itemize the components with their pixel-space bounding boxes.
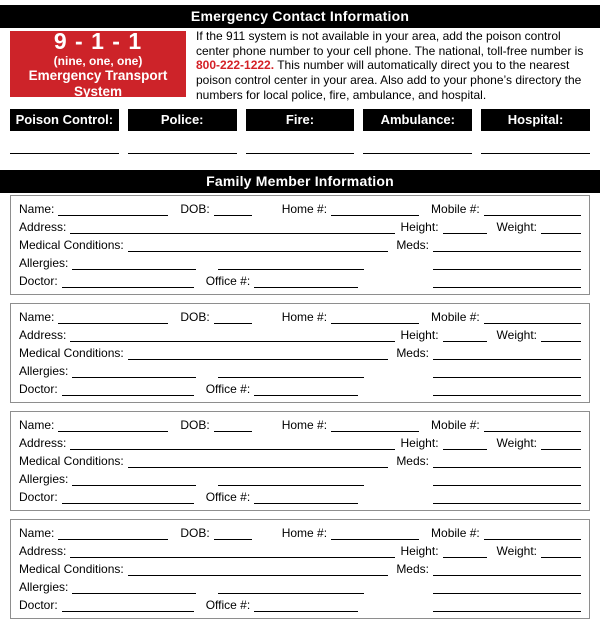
medical-conditions-label: Medical Conditions: <box>19 345 124 360</box>
home-phone-blank <box>331 529 419 540</box>
member-row-allergies <box>19 470 581 488</box>
page-title: Emergency Contact Information <box>0 5 600 28</box>
family-sections <box>0 195 600 619</box>
call-911-caption: Emergency Transport System <box>28 68 168 99</box>
dob-blank <box>214 421 252 432</box>
family-member-section <box>10 195 590 295</box>
member-row-address <box>19 542 581 560</box>
height-blank <box>443 547 487 558</box>
height-label: Height: <box>400 219 439 234</box>
weight-blank <box>541 223 581 234</box>
member-row-allergies <box>19 362 581 380</box>
height-blank <box>443 331 487 342</box>
member-row-address <box>19 434 581 452</box>
home-phone-label: Home #: <box>281 309 328 324</box>
home-phone-blank <box>331 205 419 216</box>
mobile-phone-label: Mobile #: <box>431 201 480 216</box>
member-row-address <box>19 326 581 344</box>
contact-label-box: Ambulance: <box>363 109 472 131</box>
address-label: Address: <box>19 327 67 342</box>
medical-conditions-blank <box>128 349 389 360</box>
meds-blank <box>433 349 581 360</box>
call-911-subtitle: (nine, one, one) <box>53 54 143 68</box>
office-phone-label: Office #: <box>205 381 251 396</box>
meds-label: Meds: <box>396 453 429 468</box>
allergies-label: Allergies: <box>19 363 69 378</box>
meds-blank <box>433 241 581 252</box>
name-blank <box>58 313 168 324</box>
member-row-allergies <box>19 578 581 596</box>
member-row-address <box>19 218 581 236</box>
allergies-blank <box>72 583 196 594</box>
intro-text-after: This number will automatically direct you to the nearest poison control center in your area. Also add to your phone’s directory the numbers for local police, fire, ambulance, and hospital. <box>196 58 582 102</box>
member-row-name <box>19 416 581 434</box>
weight-blank <box>541 439 581 450</box>
height-label: Height: <box>400 435 439 450</box>
contacts-row <box>10 109 590 131</box>
office-phone-label: Office #: <box>205 597 251 612</box>
member-row-name <box>19 200 581 218</box>
member-row-medical <box>19 452 581 470</box>
height-blank <box>443 223 487 234</box>
weight-label: Weight: <box>496 327 537 342</box>
meds-continued-blank <box>433 583 581 594</box>
office-phone-blank <box>254 601 358 612</box>
contact-number-blank <box>246 152 355 154</box>
allergies-label: Allergies: <box>19 255 69 270</box>
weight-label: Weight: <box>496 435 537 450</box>
height-label: Height: <box>400 543 439 558</box>
weight-blank <box>541 331 581 342</box>
meds-label: Meds: <box>396 345 429 360</box>
office-phone-blank <box>254 385 358 396</box>
doctor-label: Doctor: <box>19 273 58 288</box>
contact-number-blank <box>10 152 119 154</box>
mobile-phone-blank <box>484 529 581 540</box>
address-label: Address: <box>19 435 67 450</box>
doctor-blank <box>62 601 194 612</box>
meds-blank <box>433 457 581 468</box>
home-phone-label: Home #: <box>281 201 328 216</box>
member-row-medical <box>19 560 581 578</box>
allergies-continued-blank <box>218 583 364 594</box>
height-label: Height: <box>400 327 439 342</box>
allergies-blank <box>72 367 196 378</box>
member-row-doctor <box>19 380 581 398</box>
dob-label: DOB: <box>180 525 210 540</box>
medical-conditions-label: Medical Conditions: <box>19 453 124 468</box>
office-phone-label: Office #: <box>205 273 251 288</box>
office-phone-blank <box>254 493 358 504</box>
address-label: Address: <box>19 543 67 558</box>
contact-label-box: Police: <box>128 109 237 131</box>
family-section-title: Family Member Information <box>0 170 600 193</box>
doctor-label: Doctor: <box>19 489 58 504</box>
allergies-blank <box>72 475 196 486</box>
allergies-continued-blank <box>218 475 364 486</box>
member-row-medical <box>19 236 581 254</box>
address-label: Address: <box>19 219 67 234</box>
dob-label: DOB: <box>180 309 210 324</box>
meds-continued-blank-2 <box>433 601 581 612</box>
address-blank <box>70 223 394 234</box>
allergies-blank <box>72 259 196 270</box>
height-blank <box>443 439 487 450</box>
member-row-doctor <box>19 272 581 290</box>
name-blank <box>58 421 168 432</box>
medical-conditions-label: Medical Conditions: <box>19 561 124 576</box>
doctor-blank <box>62 277 194 288</box>
home-phone-blank <box>331 313 419 324</box>
allergies-label: Allergies: <box>19 579 69 594</box>
home-phone-blank <box>331 421 419 432</box>
member-row-allergies <box>19 254 581 272</box>
contact-label-box: Hospital: <box>481 109 590 131</box>
name-label: Name: <box>19 525 55 540</box>
mobile-phone-blank <box>484 421 581 432</box>
dob-blank <box>214 313 252 324</box>
member-row-name <box>19 308 581 326</box>
family-member-section <box>10 519 590 619</box>
name-label: Name: <box>19 201 55 216</box>
dob-label: DOB: <box>180 417 210 432</box>
name-blank <box>58 529 168 540</box>
weight-label: Weight: <box>496 219 537 234</box>
mobile-phone-blank <box>484 313 581 324</box>
meds-label: Meds: <box>396 561 429 576</box>
dob-label: DOB: <box>180 201 210 216</box>
address-blank <box>70 547 394 558</box>
meds-continued-blank-2 <box>433 493 581 504</box>
meds-label: Meds: <box>396 237 429 252</box>
member-row-doctor <box>19 596 581 614</box>
weight-blank <box>541 547 581 558</box>
family-member-section <box>10 411 590 511</box>
member-row-name <box>19 524 581 542</box>
medical-conditions-blank <box>128 457 389 468</box>
meds-continued-blank-2 <box>433 277 581 288</box>
call-911-box <box>10 28 186 99</box>
dob-blank <box>214 529 252 540</box>
mobile-phone-label: Mobile #: <box>431 525 480 540</box>
intro-text-before: If the 911 system is not available in your area, add the poison control center phone number to your cell phone. The national, toll-free number is <box>196 29 584 58</box>
meds-continued-blank <box>433 259 581 270</box>
intro-row <box>0 28 600 103</box>
address-blank <box>70 331 394 342</box>
contacts-underline-row <box>10 152 590 154</box>
intro-paragraph <box>196 29 590 103</box>
medical-conditions-blank <box>128 565 389 576</box>
weight-label: Weight: <box>496 543 537 558</box>
office-phone-label: Office #: <box>205 489 251 504</box>
medical-conditions-label: Medical Conditions: <box>19 237 124 252</box>
contact-label-box: Poison Control: <box>10 109 119 131</box>
doctor-label: Doctor: <box>19 381 58 396</box>
contact-label-box: Fire: <box>246 109 355 131</box>
meds-continued-blank <box>433 475 581 486</box>
member-row-medical <box>19 344 581 362</box>
contact-number-blank <box>363 152 472 154</box>
mobile-phone-blank <box>484 205 581 216</box>
medical-conditions-blank <box>128 241 389 252</box>
mobile-phone-label: Mobile #: <box>431 417 480 432</box>
name-blank <box>58 205 168 216</box>
contact-number-blank <box>128 152 237 154</box>
allergies-label: Allergies: <box>19 471 69 486</box>
name-label: Name: <box>19 417 55 432</box>
doctor-blank <box>62 493 194 504</box>
address-blank <box>70 439 394 450</box>
call-911-number: 9 - 1 - 1 <box>53 28 143 54</box>
meds-blank <box>433 565 581 576</box>
office-phone-blank <box>254 277 358 288</box>
contact-number-blank <box>481 152 590 154</box>
doctor-blank <box>62 385 194 396</box>
home-phone-label: Home #: <box>281 417 328 432</box>
family-member-section <box>10 303 590 403</box>
allergies-continued-blank <box>218 259 364 270</box>
dob-blank <box>214 205 252 216</box>
meds-continued-blank-2 <box>433 385 581 396</box>
mobile-phone-label: Mobile #: <box>431 309 480 324</box>
home-phone-label: Home #: <box>281 525 328 540</box>
allergies-continued-blank <box>218 367 364 378</box>
member-row-doctor <box>19 488 581 506</box>
name-label: Name: <box>19 309 55 324</box>
meds-continued-blank <box>433 367 581 378</box>
poison-phone-number: 800-222-1222. <box>196 58 275 73</box>
doctor-label: Doctor: <box>19 597 58 612</box>
